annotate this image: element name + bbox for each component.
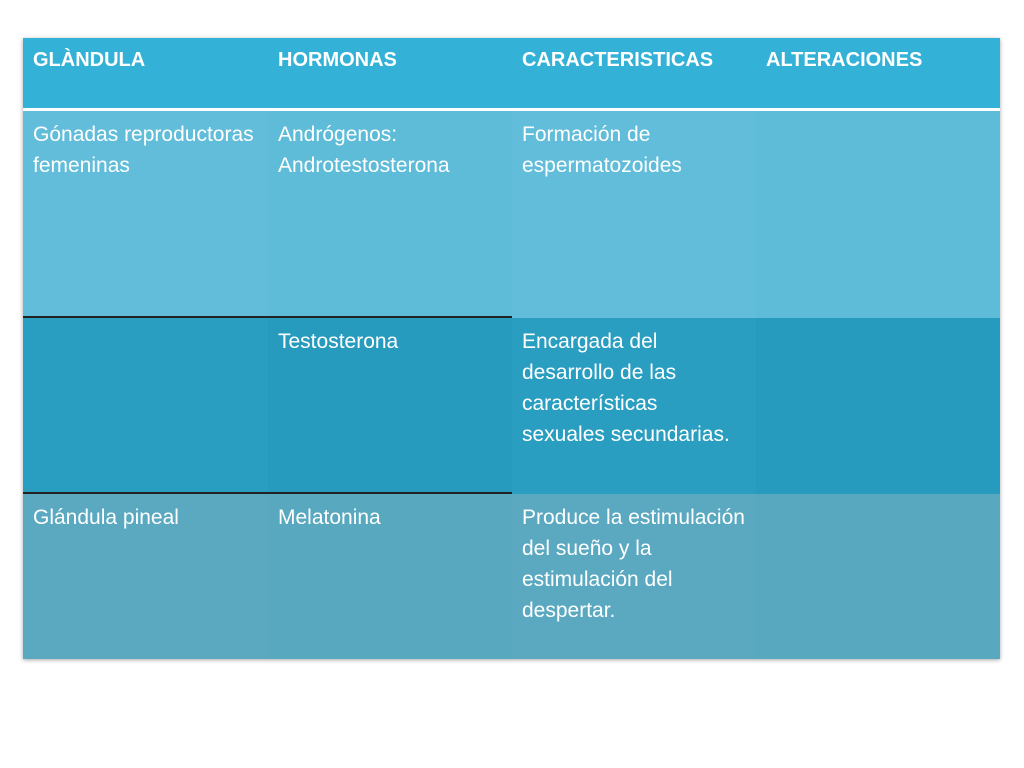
cell-hormonas: Andrógenos: Androtestosterona <box>268 110 512 318</box>
cell-caracteristicas: Formación de espermatozoides <box>512 110 756 318</box>
cell-glandula <box>23 318 268 495</box>
cell-hormonas: Melatonina <box>268 494 512 659</box>
cell-caracteristicas: Encargada del desarrollo de las características sexuales secundarias. <box>512 318 756 495</box>
table-header-row <box>23 38 1000 110</box>
cell-alteraciones <box>756 110 1000 318</box>
header-alteraciones: ALTERACIONES <box>756 38 1000 110</box>
cell-alteraciones <box>756 494 1000 659</box>
header-hormonas: HORMONAS <box>268 38 512 110</box>
table-row <box>23 110 1000 318</box>
hormone-table-container <box>23 38 1000 659</box>
row-divider <box>23 316 512 318</box>
table-row <box>23 318 1000 495</box>
header-caracteristicas: CARACTERISTICAS <box>512 38 756 110</box>
cell-caracteristicas: Produce la estimulación del sueño y la estimulación del despertar. <box>512 494 756 659</box>
cell-alteraciones <box>756 318 1000 495</box>
cell-glandula: Gónadas reproductoras femeninas <box>23 110 268 318</box>
cell-hormonas: Testosterona <box>268 318 512 495</box>
row-divider <box>23 492 512 494</box>
header-glandula: GLÀNDULA <box>23 38 268 110</box>
hormone-table <box>23 38 1000 659</box>
cell-glandula: Glándula pineal <box>23 494 268 659</box>
table-row <box>23 494 1000 659</box>
